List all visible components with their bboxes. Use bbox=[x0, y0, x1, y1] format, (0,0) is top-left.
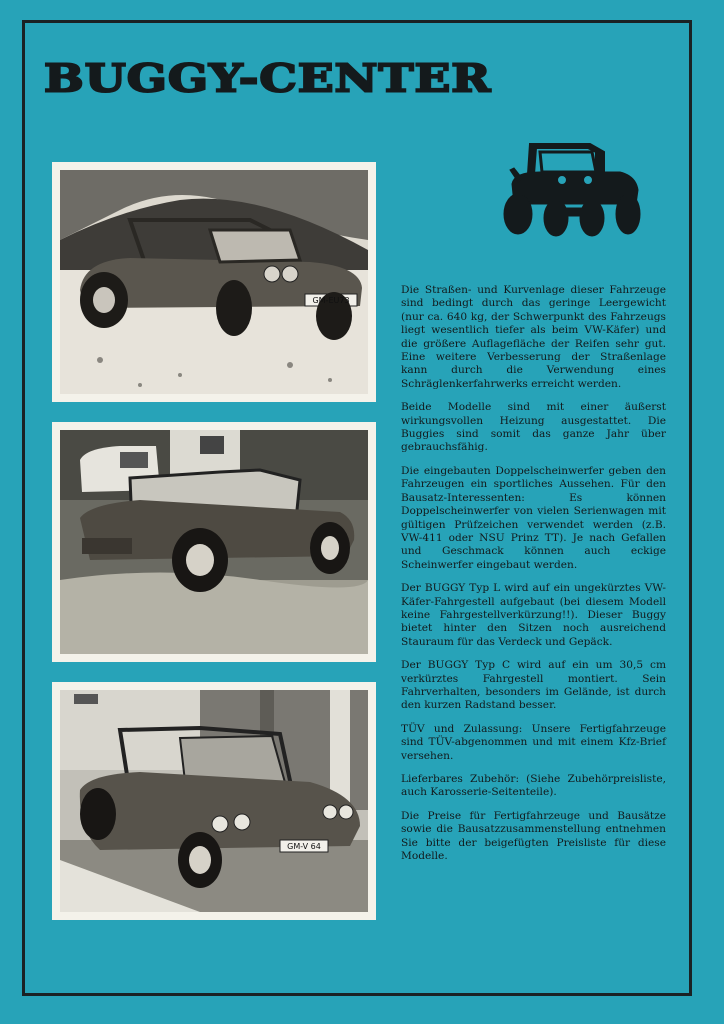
buggy-photo-1 bbox=[52, 162, 376, 402]
license-plate-3: GM-V 64 bbox=[287, 842, 321, 851]
paragraph-headlights: Die eingebauten Doppelscheinwerfer geben den Fahrzeugen ein sportliches Aussehen. Für den Bausatz-Interessenten: Es können Doppelscheinwerfer von vielen Serienwagen mit gültigen Prüfzeichen verwendet werden (z.B. VW-411 oder NSU Prinz TT). Je nach Gefallen und Geschmack können auch eckige Scheinwerfer eingebaut werden. bbox=[401, 464, 666, 571]
paragraph-road-handling: Die Straßen- und Kurvenlage dieser Fahrzeuge sind bedingt durch das geringe Leergewicht (nur ca. 640 kg, der Schwerpunkt des Fahrzeugs liegt wesentlich tiefer als beim VW-Käfer) und die größere Auflagefläche der Reifen sehr gut. Eine weitere Verbesserung der Straßenlage kann durch die Verwendung eines Schräglenkerfahrwerks erreicht werden. bbox=[401, 284, 666, 390]
paragraph-type-c: Der BUGGY Typ C wird auf ein um 30,5 cm verkürztes Fahrgestell montiert. Sein Fahrverhalten, besonders im Gelände, ist durch den kurzen Radstand besser. bbox=[401, 659, 666, 712]
buggy-silhouette-icon bbox=[500, 138, 642, 238]
license-plate-1: GM-EU73 bbox=[312, 296, 350, 305]
paragraph-tuev: TÜV und Zulassung: Unsere Fertigfahrzeuge sind TÜV-abgenommen und mit einem Kfz-Brief versehen. bbox=[401, 722, 666, 762]
paragraph-accessories: Lieferbares Zubehör: (Siehe Zubehörpreisliste, auch Karosserie-Seitenteile). bbox=[401, 773, 666, 799]
paragraph-type-l: Der BUGGY Typ L wird auf ein ungekürztes VW-Käfer-Fahrgestell aufgebaut (bei diesem Modell keine Fahrgestellverkürzung!!). Dieser Buggy bietet hinter den Sitzen noch ausreichend Stauraum für das Verdeck und Gepäck. bbox=[401, 582, 666, 648]
buggy-photo-3 bbox=[52, 682, 376, 920]
paragraph-heating: Beide Modelle sind mit einer äußerst wirkungsvollen Heizung ausgestattet. Die Buggies sind somit das ganze Jahr über gebrauchsfähig. bbox=[401, 401, 666, 454]
page-title: BUGGY-CENTER bbox=[44, 56, 492, 102]
buggy-photo-2 bbox=[52, 422, 376, 662]
paragraph-prices: Die Preise für Fertigfahrzeuge und Bausätze sowie die Bausatzzusammenstellung entnehmen Sie bitte der beigefügten Preisliste für diese Modelle. bbox=[401, 809, 666, 863]
description-text bbox=[401, 284, 666, 873]
